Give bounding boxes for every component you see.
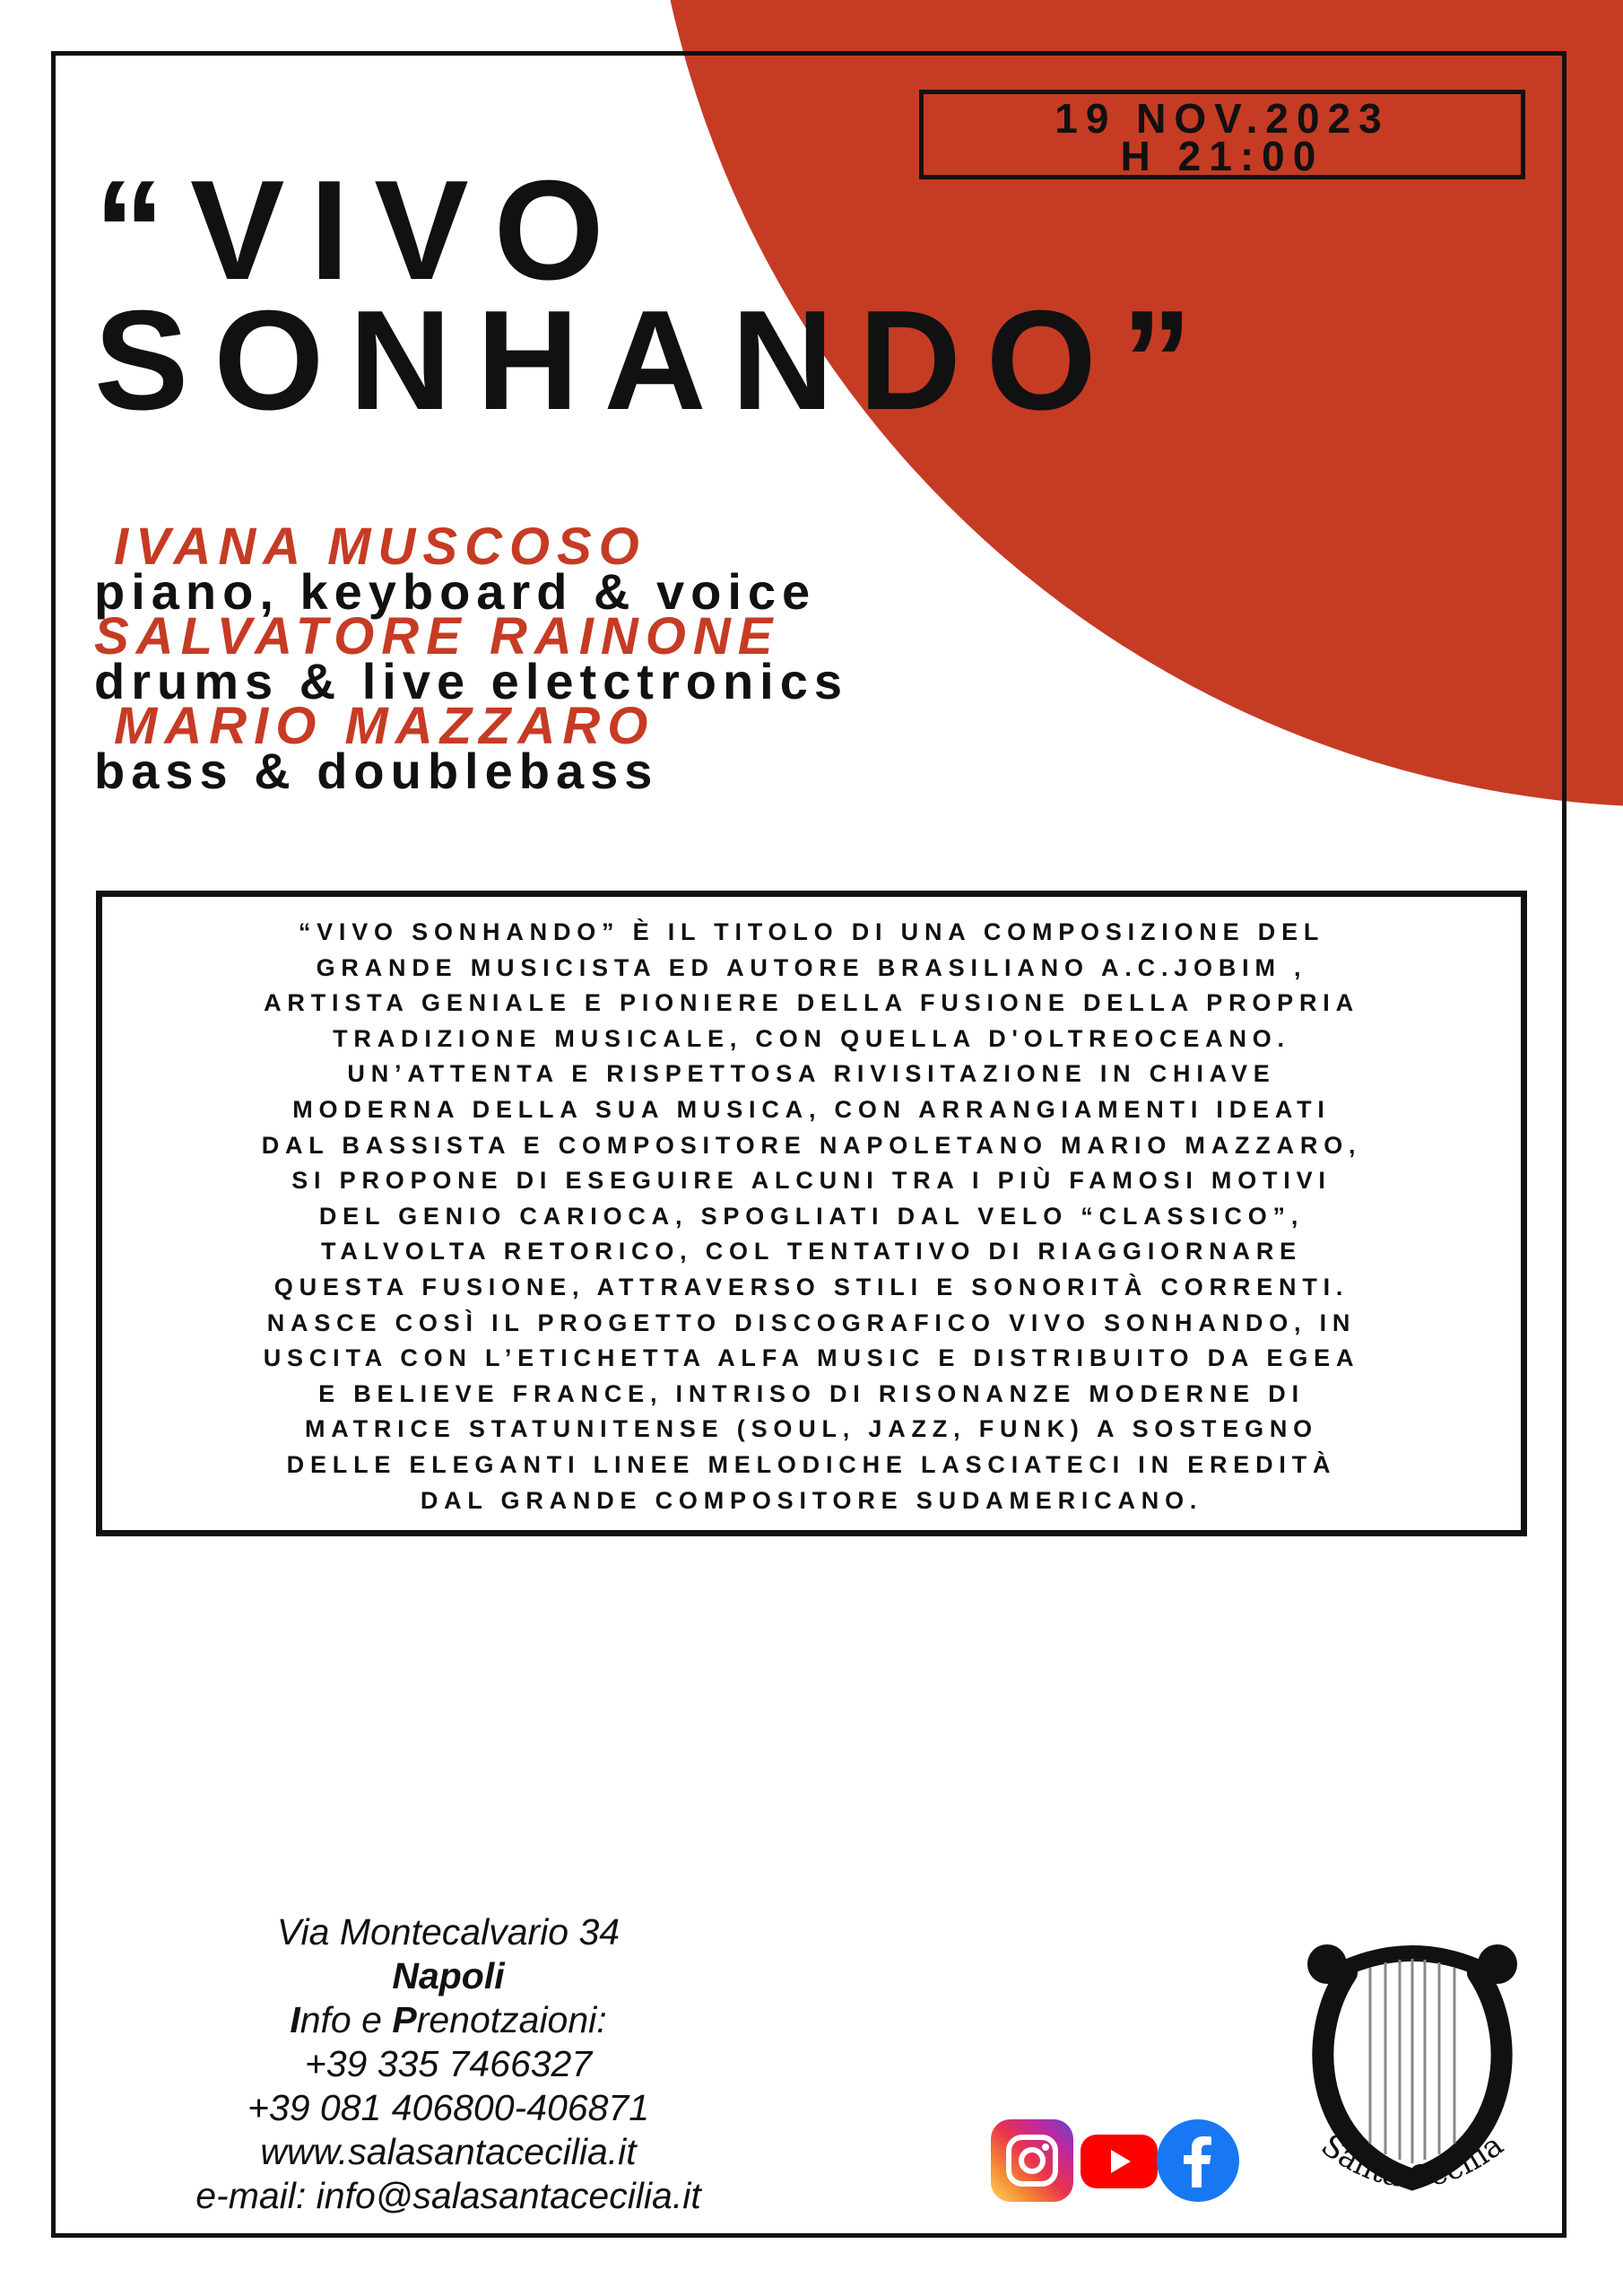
title-line-2: SONHANDO” xyxy=(94,282,1218,439)
description-line: TRADIZIONE MUSICALE, CON QUELLA D'OLTREOCEANO. xyxy=(333,1024,1290,1052)
email-link[interactable]: e-mail: info@salasantacecilia.it xyxy=(195,2175,701,2216)
title-line-1: “VIVO xyxy=(94,152,629,309)
description-line: E BELIEVE FRANCE, INTRISO DI RISONANZE MODERNE DI xyxy=(318,1379,1305,1407)
performers-list xyxy=(94,517,849,799)
description-line: DEL GENIO CARIOCA, SPOGLIATI DAL VELO “CLASSICO”, xyxy=(318,1202,1305,1230)
phone-mobile[interactable]: +39 335 7466327 xyxy=(304,2043,593,2084)
description-line: USCITA CON L’ETICHETTA ALFA MUSIC E DISTRIBUITO DA EGEA xyxy=(263,1344,1360,1372)
instagram-icon[interactable] xyxy=(991,2119,1073,2202)
phone-landline[interactable]: +39 081 406800-406871 xyxy=(247,2087,650,2128)
city: Napoli xyxy=(392,1955,505,1996)
logo-text: Santa Cecilia xyxy=(1314,2126,1511,2196)
info-label xyxy=(117,1998,780,2042)
description-line: UN’ATTENTA E RISPETTOSA RIVISITAZIONE IN CHIAVE xyxy=(347,1060,1276,1088)
youtube-icon[interactable] xyxy=(1081,2135,1158,2188)
description-line: MATRICE STATUNITENSE (SOUL, JAZZ, FUNK) A SOSTEGNO xyxy=(305,1415,1318,1443)
description-line: DELLE ELEGANTI LINEE MELODICHE LASCIATECI IN EREDITÀ xyxy=(286,1450,1337,1478)
event-date: 19 NOV.2023 xyxy=(1055,95,1390,142)
description-line: SI PROPONE DI ESEGUIRE ALCUNI TRA I PIÙ FAMOSI MOTIVI xyxy=(291,1167,1332,1195)
performer-item xyxy=(94,517,848,620)
description-line: QUESTA FUSIONE, ATTRAVERSO STILI E SONORITÀ CORRENTI. xyxy=(273,1273,1350,1300)
website-link[interactable]: www.salasantacecilia.it xyxy=(260,2131,637,2172)
info-initial-i: I xyxy=(290,1999,300,2040)
performer-role: drums & live eletctronics xyxy=(94,653,849,709)
description-line: DAL BASSISTA E COMPOSITORE NAPOLETANO MARIO MAZZARO, xyxy=(261,1131,1362,1159)
description-line: “VIVO SONHANDO” È IL TITOLO DI UNA COMPOSIZIONE DEL xyxy=(298,918,1325,945)
description-line: MODERNA DELLA SUA MUSICA, CON ARRANGIAMENTI IDEATI xyxy=(292,1095,1331,1123)
contact-info xyxy=(117,1910,780,2218)
info-text: nfo e xyxy=(299,1999,393,2040)
performer-role: piano, keyboard & voice xyxy=(94,563,817,620)
description-line: NASCE COSÌ IL PROGETTO DISCOGRAFICO VIVO SONHANDO, IN xyxy=(266,1309,1357,1336)
performer-role: bass & doublebass xyxy=(94,743,659,799)
event-title xyxy=(94,152,1218,439)
address: Via Montecalvario 34 xyxy=(276,1911,621,1952)
santa-cecilia-lyre-logo xyxy=(1282,1919,1542,2215)
performer-item xyxy=(94,607,849,709)
performer-item xyxy=(94,697,848,799)
info-text-rest: renotzaioni: xyxy=(416,1999,607,2040)
facebook-icon[interactable] xyxy=(1157,2119,1239,2202)
info-initial-p: P xyxy=(392,1999,417,2040)
description-box xyxy=(96,891,1527,1536)
description-line: ARTISTA GENIALE E PIONIERE DELLA FUSIONE DELLA PROPRIA xyxy=(264,989,1359,1017)
event-time: H 21:00 xyxy=(1120,133,1324,179)
description-line: TALVOLTA RETORICO, COL TENTATIVO DI RIAGGIORNARE xyxy=(321,1238,1302,1265)
description-line: GRANDE MUSICISTA ED AUTORE BRASILIANO A.C.JOBIM , xyxy=(316,953,1307,981)
description-line: DAL GRANDE COMPOSITORE SUDAMERICANO. xyxy=(420,1486,1203,1514)
performer-name: IVANA MUSCOSO xyxy=(114,517,647,576)
performer-name: MARIO MAZZARO xyxy=(114,697,655,755)
performer-name: SALVATORE RAINONE xyxy=(94,607,780,665)
